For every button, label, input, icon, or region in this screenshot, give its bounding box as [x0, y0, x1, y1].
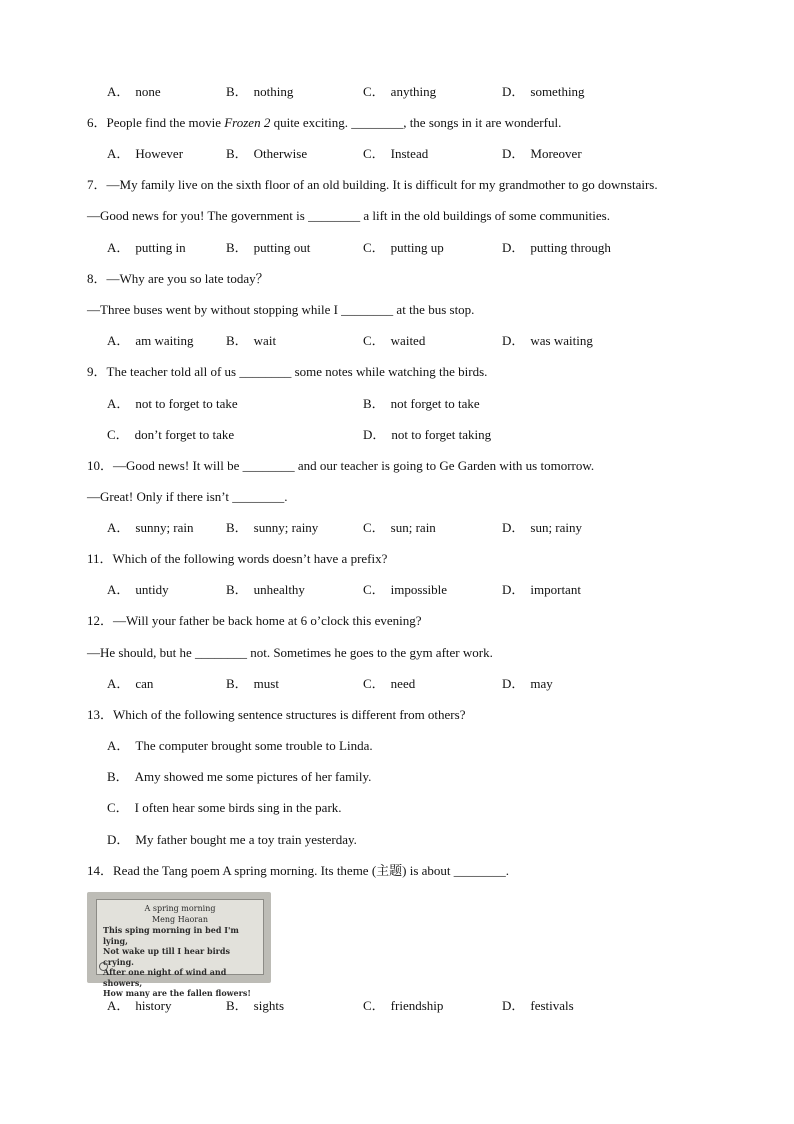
- q7-option-a: A． putting in: [107, 240, 186, 255]
- q13-option-a: A． The computer brought some trouble to Linda.: [107, 738, 373, 753]
- q10-option-d: D． sun; rainy: [502, 520, 583, 535]
- q9-stem: 9．The teacher told all of us ________ some notes while watching the birds.: [87, 364, 488, 379]
- q10-option-a: A． sunny; rain: [107, 520, 194, 535]
- q8-stem: 8．—Why are you so late today？: [87, 271, 269, 286]
- q8-option-b: B． wait: [226, 333, 277, 348]
- q11-option-b: B． unhealthy: [226, 582, 305, 597]
- q13-option-d: D． My father bought me a toy train yesterday.: [107, 832, 357, 847]
- q13-stem: 13．Which of the following sentence structures is different from others?: [87, 707, 466, 722]
- q7-stem: 7．—My family live on the sixth floor of an old building. It is difficult for my grandmother to go downstairs.: [87, 177, 658, 192]
- q9-option-c: C． don’t forget to take: [107, 427, 235, 442]
- q5-option-d: D． something: [502, 84, 585, 99]
- poem-title: A spring morning: [144, 904, 216, 913]
- q12-option-a: A． can: [107, 676, 154, 691]
- q5-option-a: A． none: [107, 84, 161, 99]
- q5-option-c: C． anything: [363, 84, 437, 99]
- q8-stem-reply: —Three buses went by without stopping while I ________ at the bus stop.: [87, 302, 475, 317]
- q7-stem-reply: —Good news for you! The government is ________ a lift in the old buildings of some communities.: [87, 208, 610, 223]
- q9-option-a: A． not to forget to take: [107, 396, 238, 411]
- q11-stem: 11．Which of the following words doesn’t have a prefix?: [87, 551, 388, 566]
- q8-option-a: A． am waiting: [107, 333, 194, 348]
- q7-option-c: C． putting up: [363, 240, 444, 255]
- q12-stem: 12．—Will your father be back home at 6 o’clock this evening?: [87, 613, 422, 628]
- q14-option-b: B． sights: [226, 998, 285, 1013]
- q8-option-d: D． was waiting: [502, 333, 593, 348]
- q6-option-c: C． Instead: [363, 146, 429, 161]
- poem-card: [96, 899, 264, 998]
- q14-stem: 14．Read the Tang poem A spring morning. Its theme (主题) is about ________.: [87, 863, 510, 878]
- q11-option-a: A． untidy: [107, 582, 169, 597]
- q6-option-d: D． Moreover: [502, 146, 582, 161]
- q13-option-c: C． I often hear some birds sing in the park.: [107, 800, 342, 815]
- q6-option-a: A． However: [107, 146, 184, 161]
- q14-option-c: C． friendship: [363, 998, 444, 1013]
- poem-author: Meng Haoran: [151, 914, 209, 924]
- q14-option-d: D． festivals: [502, 998, 574, 1013]
- q12-stem-reply: —He should, but he ________ not. Sometimes he goes to the gym after work.: [87, 645, 493, 660]
- q11-option-d: D． important: [502, 582, 581, 597]
- q12-option-c: C． need: [363, 676, 416, 691]
- poem-line-4: How many are the fallen flowers!: [103, 988, 251, 998]
- q11-option-c: C． impossible: [363, 582, 448, 597]
- q10-stem-reply: —Great! Only if there isn’t ________.: [87, 489, 288, 504]
- q9-option-b: B． not forget to take: [363, 396, 480, 411]
- q10-stem: 10．—Good news! It will be ________ and our teacher is going to Ge Garden with us tomorrow.: [87, 458, 595, 473]
- q5-option-b: B． nothing: [226, 84, 294, 99]
- q7-option-d: D． putting through: [502, 240, 611, 255]
- poem-image: [87, 892, 271, 998]
- q13-option-b: B． Amy showed me some pictures of her family.: [107, 769, 372, 784]
- q8-option-c: C． waited: [363, 333, 426, 348]
- q7-option-b: B． putting out: [226, 240, 311, 255]
- poem-line-2: Not wake up till I hear birds crying.: [103, 946, 230, 967]
- scroll-curl-icon: [99, 962, 108, 971]
- poem-text: [97, 904, 263, 999]
- q6-stem: 6．People find the movie Frozen 2 quite exciting. ________, the songs in it are wonderful.: [87, 115, 562, 130]
- poem-line-1: This sping morning in bed I'm lying,: [103, 925, 239, 946]
- q10-option-b: B． sunny; rainy: [226, 520, 319, 535]
- poem-line-3: After one night of wind and showers,: [103, 967, 227, 988]
- q12-option-b: B． must: [226, 676, 279, 691]
- q14-option-a: A． history: [107, 998, 172, 1013]
- q12-option-d: D． may: [502, 676, 553, 691]
- q6-option-b: B． Otherwise: [226, 146, 308, 161]
- q10-option-c: C． sun; rain: [363, 520, 436, 535]
- q9-option-d: D． not to forget taking: [363, 427, 492, 442]
